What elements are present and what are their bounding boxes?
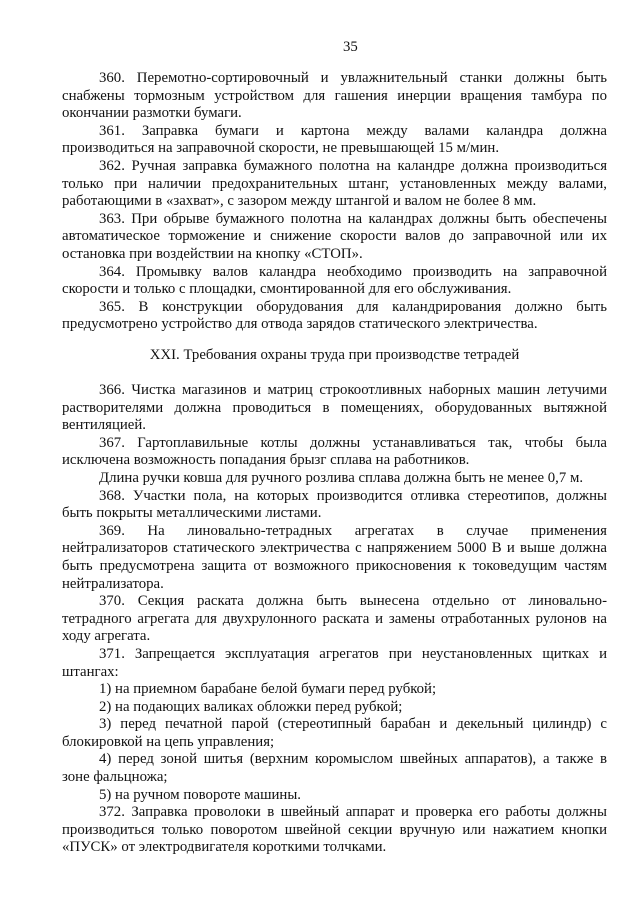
paragraph-line: 366. Чистка магазинов и матриц строкоотливных наборных машин летучими xyxy=(99,382,607,398)
list-item-2 xyxy=(62,699,607,717)
paragraph-line: 362. Ручная заправка бумажного полотна на каландре должна производиться xyxy=(99,157,607,174)
text-block-after-heading xyxy=(62,382,607,857)
paragraph-362 xyxy=(62,158,607,211)
paragraph-365 xyxy=(62,299,607,334)
paragraph-372 xyxy=(62,804,607,857)
paragraph-363 xyxy=(62,211,607,264)
list-item-line: блокировкой на цепь управления; xyxy=(62,733,275,750)
paragraph-366 xyxy=(62,382,607,435)
paragraph-line: тетрадного агрегата для двухрулонного раската и замены отработанных рулонов на xyxy=(62,610,607,627)
paragraph-line: растворителями должна проводиться в помещениях, оборудованных вытяжной xyxy=(62,399,607,416)
paragraph-line: скорости и только с площадки, смонтированной для его обслуживания. xyxy=(62,281,512,298)
paragraph-line: только при наличии предохранительных штанг, установленных между валами, xyxy=(62,175,607,192)
paragraph-line: 365. В конструкции оборудования для каландрирования должно быть xyxy=(99,298,607,315)
paragraph-line: окончании размотки бумаги. xyxy=(62,105,242,122)
paragraph-370 xyxy=(62,593,607,646)
list-item-4 xyxy=(62,751,607,786)
paragraph-line: 371. Запрещается эксплуатация агрегатов при неустановленных щитках и xyxy=(99,645,607,662)
paragraph-360 xyxy=(62,70,607,123)
list-item-line: 1) на приемном барабане белой бумаги перед рубкой; xyxy=(99,681,437,698)
paragraph-line: остановка при воздействии на кнопку «СТОП». xyxy=(62,245,363,262)
page-number: 35 xyxy=(343,39,358,55)
paragraph-line: работающими в «захват», с зазором между штангой и валом не более 8 мм. xyxy=(62,193,537,210)
paragraph-line: 368. Участки пола, на которых производится отливка стереотипов, должны xyxy=(99,487,607,504)
paragraph-line: «ПУСК» от электродвигателя короткими толчками. xyxy=(62,839,387,856)
list-item-1 xyxy=(62,681,607,699)
list-item-line: 5) на ручном повороте машины. xyxy=(99,786,301,803)
paragraph-line: снабжены тормозным устройством для гашения инерции вращения тамбура по xyxy=(62,87,607,104)
paragraph-369 xyxy=(62,523,607,593)
list-item-line: 4) перед зоной шитья (верхним коромыслом швейных аппаратов), а также в xyxy=(99,751,607,768)
paragraph-367 xyxy=(62,435,607,470)
paragraph-line: производиться только поворотом швейной секции вручную или нажатием кнопки xyxy=(62,821,607,838)
text-block-before-heading xyxy=(62,70,607,334)
paragraph-368 xyxy=(62,488,607,523)
paragraph-line: предусмотрено устройство для отвода зарядов статического электричества. xyxy=(62,316,538,333)
paragraph-364 xyxy=(62,264,607,299)
paragraph-line: вентиляцией. xyxy=(62,417,146,434)
paragraph-line: штангах: xyxy=(62,663,119,680)
paragraph-line: 370. Секция раската должна быть вынесена отдельно от линовально- xyxy=(99,593,607,610)
paragraph-371 xyxy=(62,646,607,681)
paragraph-line: производиться на заправочной скорости, не превышающей 15 м/мин. xyxy=(62,140,500,157)
paragraph-line: 360. Перемотно-сортировочный и увлажнительный станки должны быть xyxy=(99,70,607,86)
section-heading: XXI. Требования охраны труда при производстве тетрадей xyxy=(149,347,520,363)
list-item-line: зоне фальцножа; xyxy=(62,769,168,786)
paragraph-line: 367. Гартоплавильные котлы должны устанавливаться так, чтобы была xyxy=(99,434,607,451)
paragraph-361 xyxy=(62,123,607,158)
paragraph-line: автоматическое торможение и снижение скорости валов до заправочной или их xyxy=(62,228,607,245)
list-item-5 xyxy=(62,787,607,805)
paragraph-line: 364. Промывку валов каландра необходимо производить на заправочной xyxy=(99,263,607,280)
paragraph-line: исключена возможность попадания брызг сплава на работников. xyxy=(62,452,470,469)
list-item-line: 3) перед печатной парой (стереотипный барабан и декельный цилиндр) с xyxy=(99,716,607,733)
paragraph-line: 361. Заправка бумаги и картона между валами каландра должна xyxy=(99,122,607,139)
paragraph-line: нейтрализаторов статического электричества с напряжением 5000 В и выше должна xyxy=(62,540,607,557)
paragraph-line: 372. Заправка проволоки в швейный аппарат и проверка его работы должны xyxy=(99,804,607,821)
paragraph-367-ladle-length xyxy=(62,470,607,488)
paragraph-line: быть покрыты металлическими листами. xyxy=(62,505,322,522)
paragraph-line: ходу агрегата. xyxy=(62,628,151,645)
list-item-3 xyxy=(62,716,607,751)
list-item-line: 2) на подающих валиках обложки перед рубкой; xyxy=(99,698,403,715)
paragraph-line: быть предусмотрена защита от возможного прикосновения к токоведущим частям xyxy=(62,557,607,574)
paragraph-line: 369. На линовально-тетрадных агрегатах в случае применения xyxy=(99,522,607,539)
paragraph-line: 363. При обрыве бумажного полотна на каландрах должны быть обеспечены xyxy=(99,210,607,227)
paragraph-line: нейтрализатора. xyxy=(62,575,164,592)
paragraph-line: Длина ручки ковша для ручного розлива сплава должна быть не менее 0,7 м. xyxy=(99,469,584,486)
